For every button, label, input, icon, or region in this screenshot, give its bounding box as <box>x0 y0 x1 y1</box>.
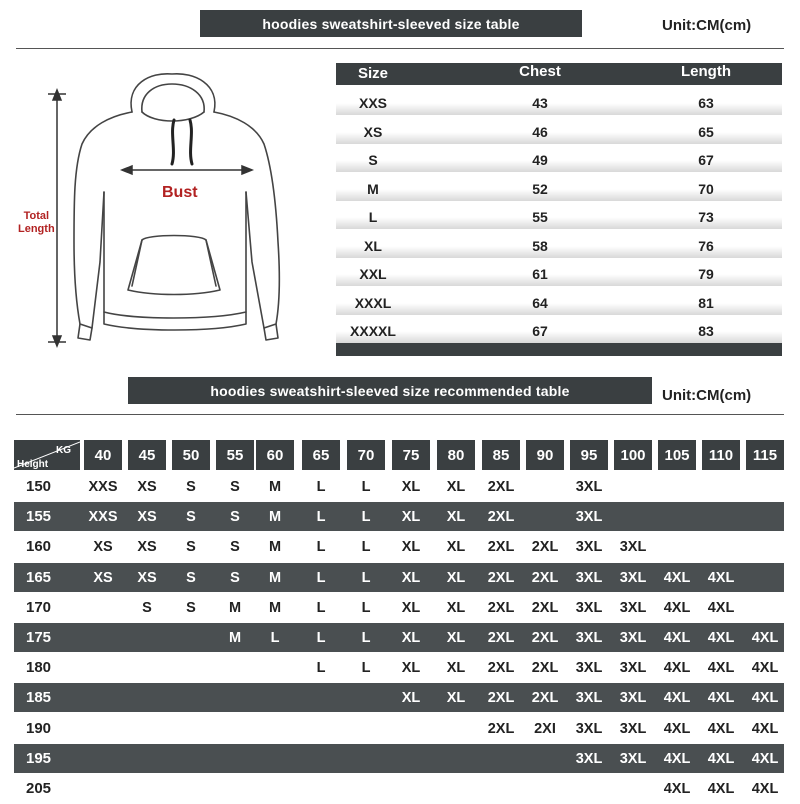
size-recommendation-cell: L <box>316 509 326 526</box>
size-recommendation-cell: 4XL <box>751 660 779 677</box>
size-recommendation-cell: 2XL <box>487 630 515 646</box>
size-recommendation-cell: L <box>361 660 371 677</box>
size-recommendation-cell: 2XL <box>531 690 559 707</box>
height-cell: 170 <box>26 598 52 616</box>
size-table-title: hoodies sweatshirt-sleeved size table <box>200 10 582 37</box>
kg-header-cell: 40 <box>84 440 122 470</box>
size-recommendation-cell <box>80 683 126 712</box>
chest-cell: 43 <box>532 95 548 111</box>
size-recommendation-cell: XL <box>401 479 421 495</box>
size-recommendation-cell: XL <box>446 660 466 677</box>
size-recommendation-cell <box>343 683 389 712</box>
size-recommendation-cell <box>388 774 434 803</box>
size-recommendation-cell <box>522 502 568 531</box>
size-recommendation-cell <box>80 653 126 682</box>
size-recommendation-cell: L <box>316 479 326 495</box>
size-recommendation-cell <box>80 714 126 743</box>
size-recommendation-cell: 3XL <box>575 539 603 556</box>
size-recommendation-cell: S <box>186 569 196 586</box>
size-recommendation-cell: 2XL <box>531 569 559 586</box>
size-recommendation-cell <box>433 774 479 803</box>
chest-cell: 64 <box>532 294 548 311</box>
size-cell: M <box>367 180 379 197</box>
size-table-row <box>336 175 782 201</box>
size-recommendation-cell: 4XL <box>663 720 691 737</box>
total-length-label-line1: Total <box>23 210 50 222</box>
size-recommendation-cell <box>124 774 170 803</box>
size-cell: XXXXL <box>350 323 396 339</box>
length-cell: 83 <box>698 323 714 339</box>
size-recommendation-cell <box>654 532 700 561</box>
size-recommendation-cell: 4XL <box>751 690 779 707</box>
size-recommendation-cell: M <box>268 569 282 586</box>
middle-divider <box>16 414 784 415</box>
size-recommendation-cell: XXS <box>88 479 118 495</box>
size-recommendation-cell: S <box>230 509 240 526</box>
size-cell: XL <box>364 237 382 254</box>
recommend-table-row <box>14 774 784 803</box>
height-cell: 185 <box>26 689 52 707</box>
recommend-table-row <box>14 714 784 743</box>
size-recommendation-cell <box>168 714 214 743</box>
size-recommendation-cell: 4XL <box>707 660 735 677</box>
size-recommendation-cell <box>698 532 744 561</box>
top-divider <box>16 48 784 49</box>
size-recommendation-cell: XL <box>401 630 421 646</box>
size-recommendation-cell: XL <box>401 509 421 526</box>
size-recommendation-cell: XL <box>446 479 466 495</box>
size-recommendation-cell <box>124 744 170 773</box>
size-recommendation-cell: 3XL <box>619 720 647 737</box>
size-recommendation-cell: L <box>316 539 326 556</box>
height-cell: 175 <box>26 629 52 646</box>
size-recommendation-cell <box>742 472 788 501</box>
length-cell: 73 <box>698 209 714 225</box>
size-recommendation-cell: 3XL <box>575 569 603 586</box>
size-column-header: Size <box>357 65 388 82</box>
height-cell: 205 <box>26 780 52 797</box>
hoodie-outline-icon <box>74 74 279 340</box>
size-recommendation-cell: XS <box>137 569 157 586</box>
size-recommendation-cell: 4XL <box>707 750 735 767</box>
size-recommendation-cell: XL <box>401 599 421 616</box>
height-cell: 190 <box>26 719 52 737</box>
size-recommendation-cell: 4XL <box>663 750 691 767</box>
size-recommendation-cell <box>298 774 344 803</box>
size-recommendation-cell: XL <box>446 539 466 556</box>
size-recommendation-cell: M <box>268 539 282 556</box>
size-recommendation-cell <box>654 502 700 531</box>
size-recommendation-cell: XS <box>93 569 113 586</box>
total-length-label <box>18 210 55 236</box>
total-length-label-line2: Length <box>18 223 55 235</box>
kg-header-cell: 45 <box>128 440 166 470</box>
size-recommendation-cell: L <box>361 630 371 646</box>
size-recommendation-cell: L <box>361 599 371 616</box>
size-recommendation-cell: 3XL <box>619 599 647 616</box>
size-recommendation-cell <box>610 472 656 501</box>
size-recommendation-cell: XL <box>446 630 466 646</box>
size-recommendation-cell: XL <box>401 539 421 556</box>
size-recommendation-cell <box>566 774 612 803</box>
length-column-header: Length <box>681 63 731 80</box>
size-recommendation-cell: 3XL <box>619 630 647 646</box>
chest-cell: 52 <box>532 180 548 197</box>
kg-header-cell: 75 <box>392 440 430 470</box>
kg-header-cell: 80 <box>437 440 475 470</box>
size-recommendation-cell: 4XL <box>751 781 779 797</box>
size-recommendation-cell: M <box>228 630 242 646</box>
length-cell: 76 <box>698 237 714 254</box>
kg-header-cell: 85 <box>482 440 520 470</box>
size-recommendation-cell <box>124 683 170 712</box>
size-recommendation-cell: 3XL <box>575 720 603 737</box>
size-recommendation-cell <box>698 502 744 531</box>
size-recommendation-cell <box>433 744 479 773</box>
recommend-table-title: hoodies sweatshirt-sleeved size recommended table <box>128 377 652 404</box>
size-recommendation-cell: 3XL <box>619 660 647 677</box>
size-recommendation-cell: S <box>186 599 196 616</box>
size-recommendation-cell: L <box>361 569 371 586</box>
size-recommendation-cell <box>298 744 344 773</box>
chest-cell: 46 <box>532 123 548 140</box>
size-table-row <box>336 260 782 286</box>
size-recommendation-cell: 4XL <box>707 569 735 586</box>
size-recommendation-cell: XL <box>401 690 421 707</box>
size-recommendation-cell: 3XL <box>575 630 603 646</box>
size-recommendation-cell: XXS <box>88 509 118 526</box>
chest-column-header: Chest <box>519 63 561 80</box>
size-table-row <box>336 118 782 144</box>
length-cell: 79 <box>698 266 714 282</box>
size-recommendation-cell: 4XL <box>707 690 735 707</box>
size-table-row <box>336 289 782 315</box>
size-recommendation-cell: 4XL <box>707 720 735 737</box>
size-recommendation-cell <box>742 532 788 561</box>
size-recommendation-cell: 3XL <box>619 750 647 767</box>
size-cell: XS <box>363 123 383 140</box>
size-recommendation-cell: 4XL <box>751 630 779 646</box>
size-recommendation-cell: 2XL <box>487 569 515 586</box>
size-recommendation-cell: 4XL <box>663 690 691 707</box>
size-recommendation-cell <box>433 714 479 743</box>
size-recommendation-cell: XS <box>137 509 157 526</box>
chest-cell: 49 <box>532 152 548 168</box>
chest-cell: 55 <box>532 209 548 225</box>
recommend-table-row <box>14 653 784 682</box>
size-recommendation-cell: 3XL <box>575 750 603 767</box>
size-recommendation-cell: XL <box>446 599 466 616</box>
kg-header-cell: 70 <box>347 440 385 470</box>
drawstring-icon <box>172 120 192 164</box>
height-cell: 155 <box>26 508 52 526</box>
size-recommendation-cell <box>168 623 214 652</box>
size-recommendation-cell <box>522 774 568 803</box>
recommend-table-row <box>14 593 784 622</box>
length-cell: 81 <box>698 294 714 311</box>
size-table-row <box>336 146 782 172</box>
size-recommendation-cell: 2XL <box>487 720 515 737</box>
size-recommendation-cell <box>124 653 170 682</box>
size-recommendation-cell: L <box>270 630 280 646</box>
size-recommendation-cell <box>610 774 656 803</box>
size-recommendation-cell <box>168 744 214 773</box>
chest-cell: 58 <box>532 237 548 254</box>
size-recommendation-cell: L <box>316 660 326 677</box>
size-recommendation-cell: S <box>186 509 196 526</box>
size-recommendation-cell: 2XL <box>531 630 559 646</box>
size-recommendation-cell: 2XL <box>531 539 559 556</box>
kg-header-cell: 50 <box>172 440 210 470</box>
size-recommendation-cell <box>478 774 524 803</box>
kg-header-cell: 100 <box>614 440 652 470</box>
size-recommendation-cell: 3XL <box>619 690 647 707</box>
size-recommendation-cell: 4XL <box>663 781 691 797</box>
height-cell: 195 <box>26 749 52 767</box>
kg-header-cell: 55 <box>216 440 254 470</box>
kg-header-cell: 95 <box>570 440 608 470</box>
size-recommendation-cell <box>80 623 126 652</box>
height-kg-corner-cell <box>14 440 80 470</box>
size-recommendation-cell: 2XL <box>487 660 515 677</box>
size-recommendation-cell: L <box>361 509 371 526</box>
size-recommendation-cell <box>522 472 568 501</box>
size-recommendation-cell <box>654 472 700 501</box>
size-recommendation-cell: 2XL <box>487 539 515 556</box>
size-recommendation-cell <box>343 744 389 773</box>
size-table-row <box>336 232 782 258</box>
corner-height-label: Height <box>17 459 49 470</box>
size-table-row <box>336 89 782 115</box>
size-recommendation-cell <box>698 472 744 501</box>
size-cell: L <box>368 209 378 225</box>
size-recommendation-cell: L <box>361 539 371 556</box>
size-cell: S <box>368 152 378 168</box>
size-recommendation-cell: 3XL <box>619 539 647 556</box>
recommend-table-row <box>14 472 784 501</box>
size-recommendation-cell: L <box>316 599 326 616</box>
recommend-table-row <box>14 532 784 561</box>
kg-header-cell: 115 <box>746 440 784 470</box>
size-recommendation-cell <box>168 683 214 712</box>
size-recommendation-cell: 4XL <box>663 660 691 677</box>
height-cell: 180 <box>26 659 52 677</box>
size-recommendation-cell: S <box>142 599 152 616</box>
length-cell: 63 <box>698 95 714 111</box>
size-recommendation-cell: 4XL <box>707 781 735 797</box>
size-table-footer <box>336 343 782 356</box>
size-recommendation-cell <box>343 714 389 743</box>
size-recommendation-cell <box>298 683 344 712</box>
size-recommendation-cell <box>124 623 170 652</box>
size-recommendation-cell <box>522 744 568 773</box>
size-recommendation-cell: 4XL <box>751 750 779 767</box>
size-recommendation-cell: 4XL <box>663 630 691 646</box>
recommend-table-unit: Unit:CM(cm) <box>662 387 752 404</box>
length-cell: 65 <box>698 123 714 140</box>
size-recommendation-cell <box>742 502 788 531</box>
size-recommendation-cell: 2XL <box>487 479 515 495</box>
size-cell: XXS <box>358 95 387 111</box>
size-recommendation-cell <box>168 774 214 803</box>
size-recommendation-cell <box>252 774 298 803</box>
kg-header-cell: 110 <box>702 440 740 470</box>
size-recommendation-cell <box>343 774 389 803</box>
chest-cell: 61 <box>532 266 548 282</box>
height-cell: 165 <box>26 568 52 586</box>
bust-label: Bust <box>162 184 198 201</box>
recommend-table-row <box>14 744 784 773</box>
size-recommendation-cell: XL <box>446 509 466 526</box>
height-cell: 150 <box>26 478 52 495</box>
size-recommendation-cell: 2XL <box>531 660 559 677</box>
size-recommendation-cell: 3XL <box>575 660 603 677</box>
size-recommendation-cell <box>742 563 788 592</box>
size-recommendation-cell <box>80 774 126 803</box>
size-table-row <box>336 317 782 343</box>
recommend-table-row <box>14 623 784 652</box>
size-recommendation-cell: 3XL <box>575 599 603 616</box>
size-recommendation-cell <box>388 714 434 743</box>
size-recommendation-cell: XS <box>137 539 157 556</box>
size-cell: XXXL <box>354 294 392 311</box>
size-recommendation-cell <box>252 744 298 773</box>
size-recommendation-cell: 3XL <box>619 569 647 586</box>
size-recommendation-cell: L <box>316 569 326 586</box>
size-table-row <box>336 203 782 229</box>
size-recommendation-cell: 2XL <box>531 599 559 616</box>
size-recommendation-cell: 3XL <box>575 509 603 526</box>
size-recommendation-cell: S <box>230 539 240 556</box>
size-recommendation-cell: S <box>230 479 240 495</box>
size-recommendation-cell: 2XL <box>487 690 515 707</box>
size-recommendation-cell <box>742 593 788 622</box>
height-cell: 160 <box>26 538 52 556</box>
size-recommendation-cell: XL <box>446 690 466 707</box>
size-recommendation-cell: M <box>268 599 282 616</box>
size-recommendation-cell <box>610 502 656 531</box>
size-recommendation-cell <box>124 714 170 743</box>
size-recommendation-cell: M <box>228 599 242 616</box>
hoodie-diagram <box>14 72 324 352</box>
length-cell: 67 <box>698 152 714 168</box>
size-recommendation-cell: 2XL <box>487 509 515 526</box>
kg-header-cell: 65 <box>302 440 340 470</box>
size-recommendation-cell: M <box>268 509 282 526</box>
recommend-table-row <box>14 502 784 531</box>
size-recommendation-cell: 2XL <box>487 599 515 616</box>
size-recommendation-cell: XL <box>401 569 421 586</box>
size-table-unit: Unit:CM(cm) <box>662 17 752 34</box>
recommend-table-row <box>14 683 784 712</box>
size-recommendation-cell: S <box>186 539 196 556</box>
size-recommendation-cell <box>168 653 214 682</box>
size-recommendation-cell: 4XL <box>707 599 735 616</box>
size-recommendation-cell <box>478 744 524 773</box>
size-recommendation-cell: S <box>186 479 196 495</box>
size-table-header <box>336 63 782 85</box>
size-recommendation-cell: M <box>268 479 282 495</box>
size-recommendation-cell <box>80 593 126 622</box>
size-recommendation-cell: XL <box>446 569 466 586</box>
size-recommendation-cell: 3XL <box>575 479 603 495</box>
size-recommendation-cell: L <box>316 630 326 646</box>
size-recommendation-cell: 4XL <box>663 569 691 586</box>
kg-header-cell: 60 <box>256 440 294 470</box>
chest-cell: 67 <box>532 323 548 339</box>
size-recommendation-cell <box>252 653 298 682</box>
kg-header-cell: 105 <box>658 440 696 470</box>
size-recommendation-cell: XS <box>93 539 113 556</box>
size-recommendation-cell: 4XL <box>751 720 779 737</box>
bust-arrow-icon <box>122 166 252 174</box>
size-recommendation-cell: L <box>361 479 371 495</box>
size-recommendation-cell <box>252 714 298 743</box>
size-recommendation-cell: 4XL <box>663 599 691 616</box>
size-cell: XXL <box>359 266 387 282</box>
length-cell: 70 <box>698 180 714 197</box>
size-recommendation-cell: XS <box>137 479 157 495</box>
size-recommendation-cell: 3XL <box>575 690 603 707</box>
size-recommendation-cell <box>80 744 126 773</box>
size-recommendation-cell: 2XI <box>534 720 556 737</box>
recommend-table-row <box>14 563 784 592</box>
size-recommendation-cell: XL <box>401 660 421 677</box>
size-recommendation-cell <box>388 744 434 773</box>
kg-header-cell: 90 <box>526 440 564 470</box>
size-recommendation-cell <box>298 714 344 743</box>
corner-kg-label: KG <box>56 445 71 456</box>
size-recommendation-cell: S <box>230 569 240 586</box>
size-recommendation-cell: 4XL <box>707 630 735 646</box>
size-recommendation-cell <box>252 683 298 712</box>
